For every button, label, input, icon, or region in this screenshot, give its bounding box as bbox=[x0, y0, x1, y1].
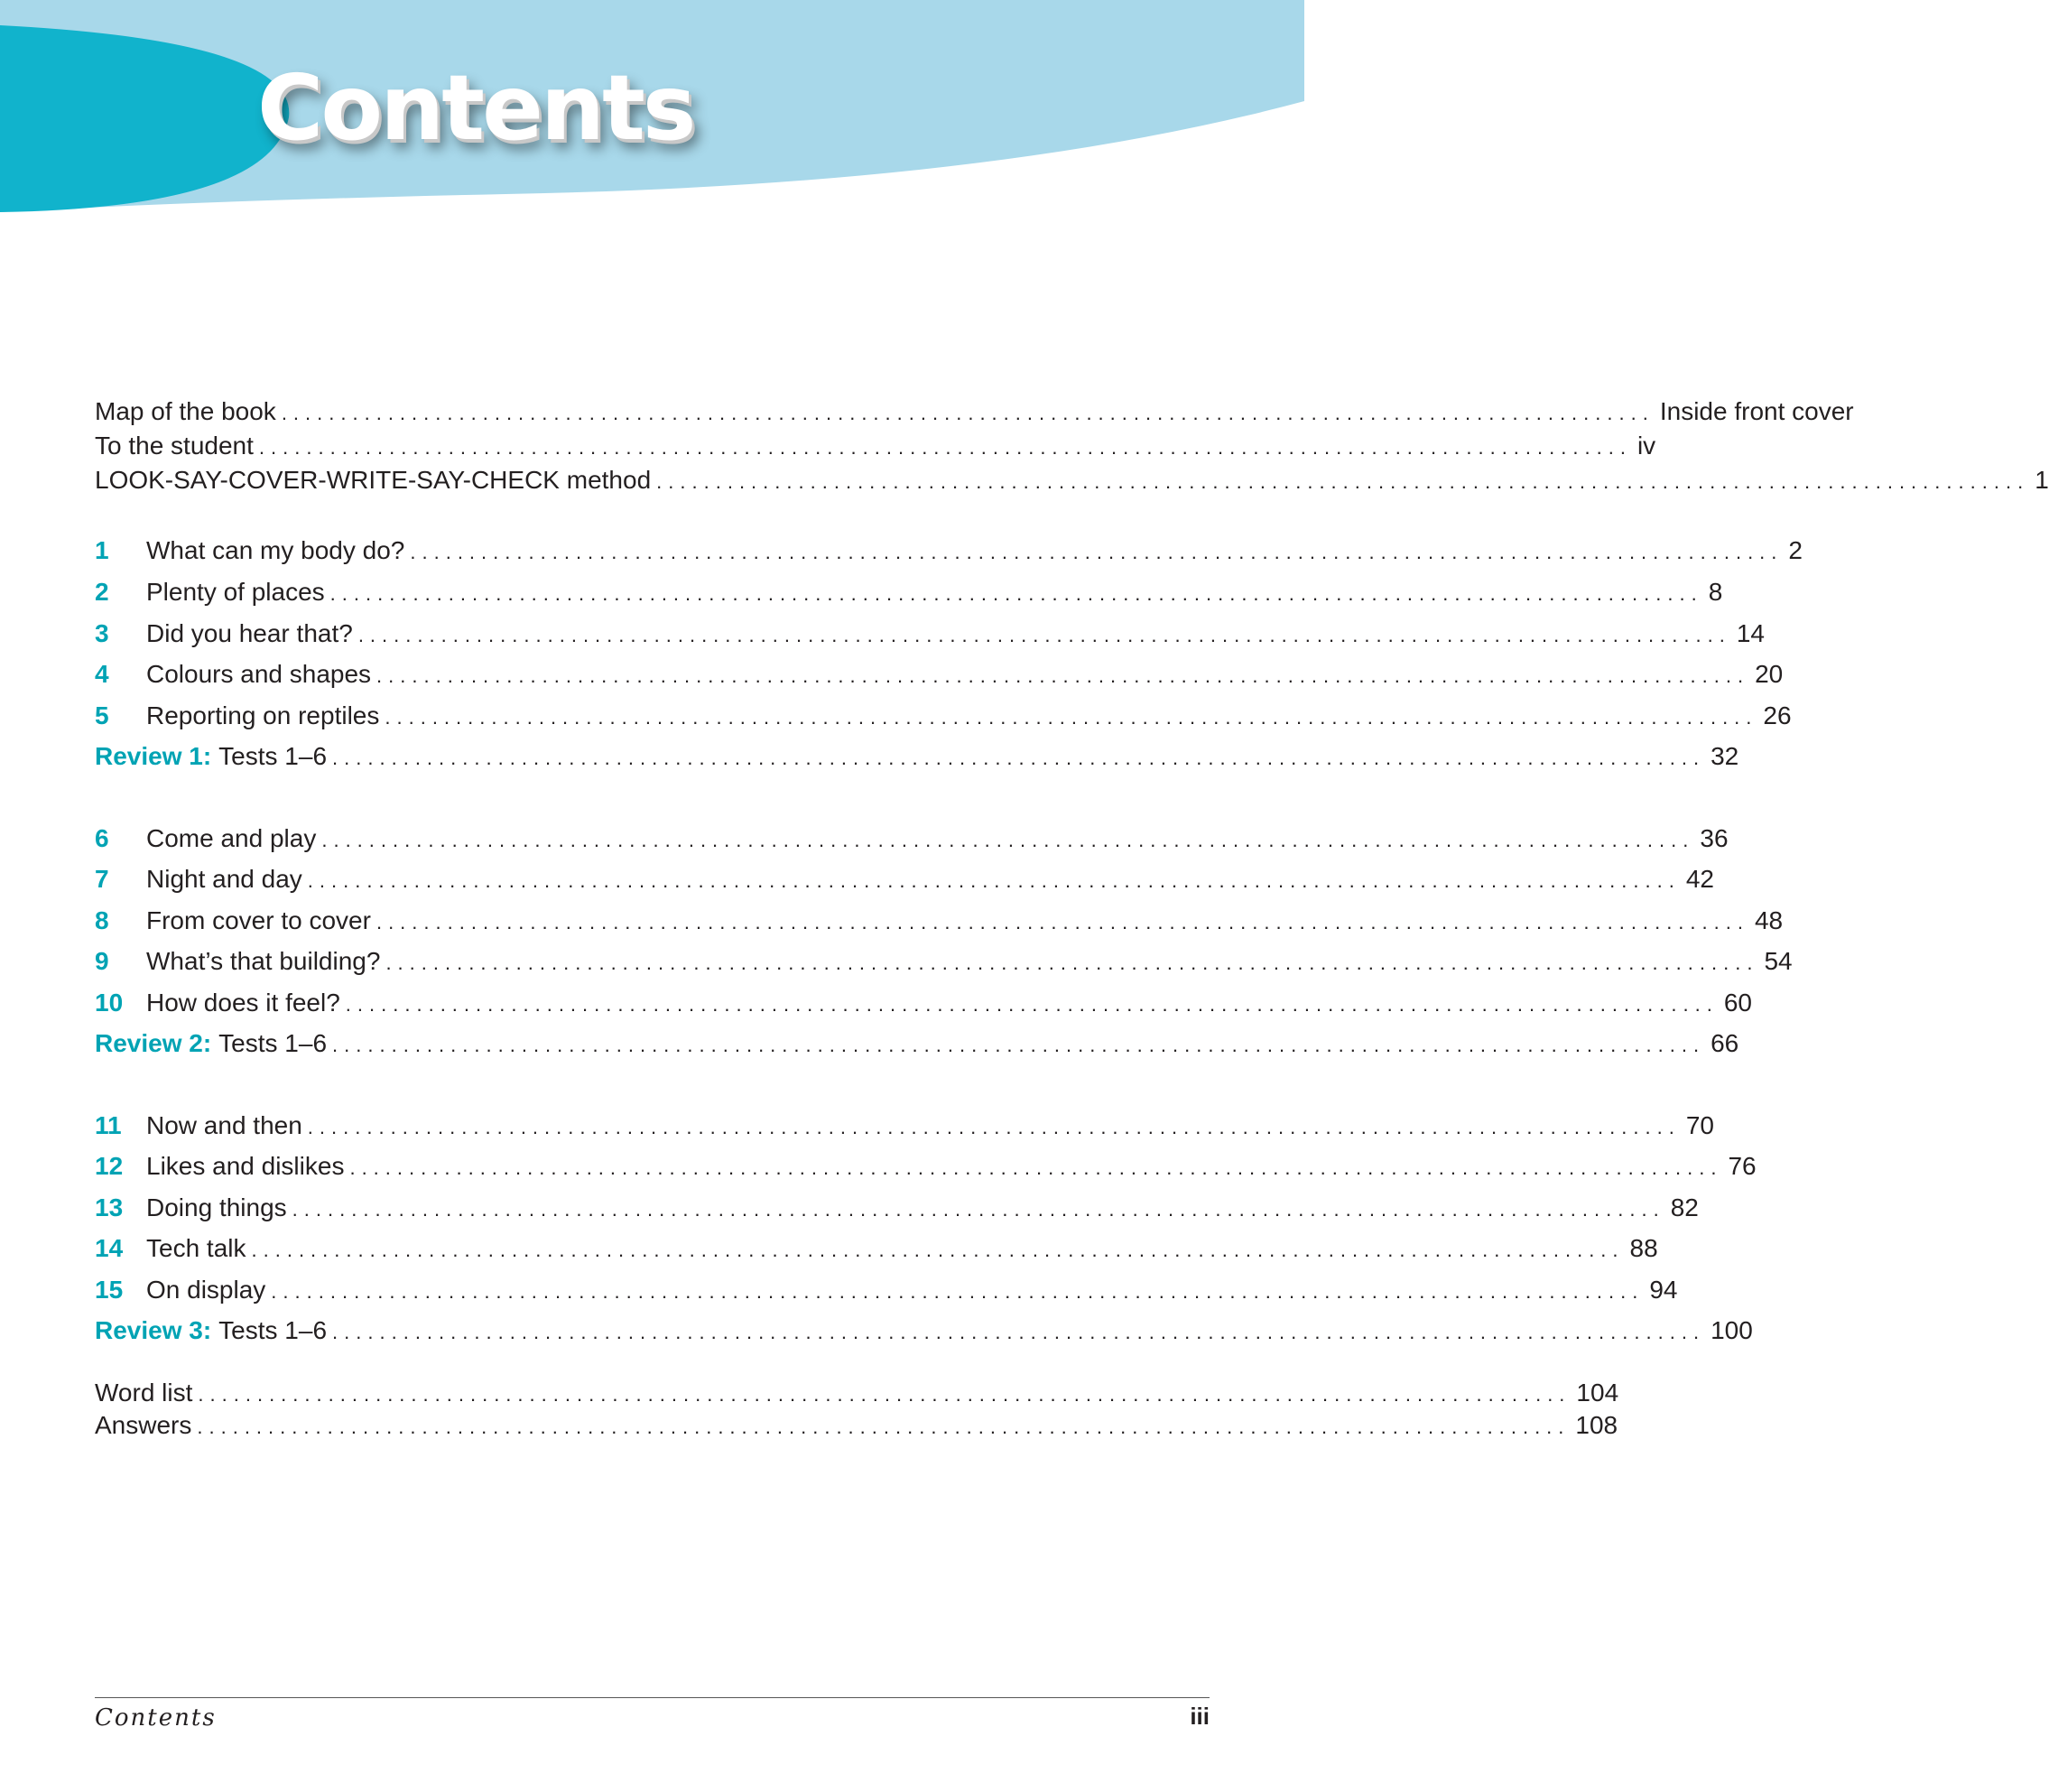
toc-leader-dots: .................................................................................................................... bbox=[307, 869, 1681, 892]
toc-leader-dots: .................................................................................................................... bbox=[345, 993, 1719, 1016]
toc-entry-page: 94 bbox=[1649, 1276, 1678, 1304]
toc-entry-unit-6[interactable] bbox=[95, 821, 1729, 857]
toc-unit-number: 13 bbox=[95, 1193, 124, 1221]
toc-unit-number: 8 bbox=[95, 906, 109, 934]
toc-leader-dots: .................................................................................................................... bbox=[410, 541, 1784, 563]
toc-entry-title: To the student bbox=[95, 432, 254, 460]
toc-entry-page: 88 bbox=[1629, 1234, 1658, 1262]
toc-entry-review-2[interactable] bbox=[95, 1026, 1739, 1062]
toc-entry-page: 100 bbox=[1711, 1316, 1753, 1344]
toc-leader-dots: .................................................................................................................... bbox=[292, 1198, 1665, 1221]
toc-entry-page: Inside front cover bbox=[1659, 397, 1854, 425]
toc-entry-page: 104 bbox=[1576, 1379, 1619, 1407]
toc-entry-title: Likes and dislikes bbox=[146, 1152, 345, 1180]
toc-entry-unit-14[interactable] bbox=[95, 1230, 1658, 1267]
toc-entry-title: How does it feel? bbox=[146, 989, 340, 1017]
toc-entry-unit-11[interactable] bbox=[95, 1108, 1714, 1144]
footer-divider bbox=[95, 1697, 1210, 1698]
toc-entry-page: 2 bbox=[1788, 536, 1803, 564]
toc-entry-page: 60 bbox=[1723, 989, 1752, 1017]
toc-entry-to-the-student[interactable] bbox=[95, 428, 1656, 464]
toc-entry-title: Plenty of places bbox=[146, 578, 325, 606]
toc-entry-title: Doing things bbox=[146, 1193, 287, 1221]
toc-entry-page: 8 bbox=[1708, 578, 1723, 606]
toc-leader-dots: .................................................................................................................... bbox=[656, 470, 2030, 493]
toc-entry-page: 14 bbox=[1736, 619, 1765, 647]
toc-entry-title: Now and then bbox=[146, 1111, 302, 1139]
toc-entry-page: 32 bbox=[1711, 742, 1739, 770]
toc-entry-unit-7[interactable] bbox=[95, 861, 1714, 897]
toc-entry-title: Tests 1–6 bbox=[218, 1029, 328, 1057]
toc-unit-number: 9 bbox=[95, 947, 109, 975]
page-title: Contents bbox=[257, 55, 694, 161]
toc-unit-number: 3 bbox=[95, 619, 109, 647]
toc-entry-unit-8[interactable] bbox=[95, 903, 1784, 939]
toc-unit-number: 1 bbox=[95, 536, 109, 564]
toc-entry-page: 54 bbox=[1764, 947, 1793, 975]
toc-leader-dots: .................................................................................................................... bbox=[375, 911, 1749, 933]
toc-unit-number: 7 bbox=[95, 865, 109, 893]
toc-leader-dots: .................................................................................................................... bbox=[271, 1280, 1645, 1303]
toc-review-label: Review 2: bbox=[95, 1029, 212, 1057]
toc-leader-dots: .................................................................................................................... bbox=[349, 1156, 1723, 1179]
toc-entry-title: On display bbox=[146, 1276, 266, 1304]
toc-leader-dots: .................................................................................................................... bbox=[197, 1416, 1571, 1438]
toc-unit-number: 4 bbox=[95, 660, 109, 688]
toc-unit-number: 5 bbox=[95, 701, 109, 729]
toc-entry-title: LOOK-SAY-COVER-WRITE-SAY-CHECK method bbox=[95, 466, 652, 494]
toc-entry-title: What’s that building? bbox=[146, 947, 381, 975]
toc-entry-page: 108 bbox=[1575, 1411, 1618, 1439]
toc-leader-dots: .................................................................................................................... bbox=[385, 952, 1759, 974]
toc-entry-page: 20 bbox=[1755, 660, 1784, 688]
toc-entry-title: Tests 1–6 bbox=[218, 1316, 328, 1344]
toc-entry-answers[interactable] bbox=[95, 1407, 1618, 1444]
toc-entry-page: 42 bbox=[1685, 865, 1714, 893]
toc-entry-unit-15[interactable] bbox=[95, 1272, 1678, 1308]
toc-leader-dots: .................................................................................................................... bbox=[321, 829, 1695, 851]
toc-entry-unit-12[interactable] bbox=[95, 1148, 1757, 1184]
toc-leader-dots: .................................................................................................................... bbox=[357, 624, 1731, 646]
toc-unit-number: 2 bbox=[95, 578, 109, 606]
toc-leader-dots: .................................................................................................................... bbox=[332, 1034, 1706, 1056]
toc-entry-page: 36 bbox=[1700, 824, 1729, 852]
toc-entry-unit-4[interactable] bbox=[95, 656, 1784, 692]
toc-leader-dots: .................................................................................................................... bbox=[198, 1383, 1572, 1406]
toc-entry-review-3[interactable] bbox=[95, 1313, 1753, 1349]
toc-review-label: Review 1: bbox=[95, 742, 212, 770]
toc-entry-title: What can my body do? bbox=[146, 536, 405, 564]
toc-entry-map[interactable] bbox=[95, 394, 1854, 430]
toc-entry-method[interactable] bbox=[95, 462, 2049, 498]
toc-leader-dots: .................................................................................................................... bbox=[251, 1239, 1625, 1261]
toc-entry-unit-13[interactable] bbox=[95, 1190, 1699, 1226]
toc-entry-unit-1[interactable] bbox=[95, 533, 1803, 569]
footer-section-label: Contents bbox=[95, 1704, 217, 1732]
toc-entry-page: 48 bbox=[1754, 906, 1784, 934]
toc-entry-page: 70 bbox=[1685, 1111, 1714, 1139]
toc-leader-dots: .................................................................................................................... bbox=[376, 664, 1750, 687]
toc-leader-dots: .................................................................................................................... bbox=[281, 402, 1655, 424]
toc-entry-title: Tests 1–6 bbox=[218, 742, 328, 770]
toc-leader-dots: .................................................................................................................... bbox=[307, 1116, 1681, 1138]
toc-entry-title: Night and day bbox=[146, 865, 302, 893]
toc-entry-review-1[interactable] bbox=[95, 738, 1739, 775]
toc-entry-title: Colours and shapes bbox=[146, 660, 372, 688]
toc-entry-title: Answers bbox=[95, 1411, 192, 1439]
toc-entry-title: Tech talk bbox=[146, 1234, 246, 1262]
toc-leader-dots: .................................................................................................................... bbox=[332, 1321, 1706, 1343]
toc-unit-number: 15 bbox=[95, 1276, 124, 1304]
toc-entry-unit-10[interactable] bbox=[95, 985, 1752, 1021]
toc-leader-dots: .................................................................................................................... bbox=[258, 436, 1632, 459]
toc-leader-dots: .................................................................................................................... bbox=[332, 747, 1706, 769]
toc-unit-number: 11 bbox=[95, 1111, 122, 1139]
toc-entry-title: Did you hear that? bbox=[146, 619, 353, 647]
toc-entry-unit-3[interactable] bbox=[95, 616, 1765, 652]
toc-review-label: Review 3: bbox=[95, 1316, 212, 1344]
toc-entry-title: From cover to cover bbox=[146, 906, 371, 934]
toc-unit-number: 10 bbox=[95, 989, 124, 1017]
footer-page-number: iii bbox=[1190, 1703, 1210, 1730]
toc-unit-number: 14 bbox=[95, 1234, 124, 1262]
toc-entry-title: Reporting on reptiles bbox=[146, 701, 380, 729]
toc-entry-page: 66 bbox=[1711, 1029, 1739, 1057]
toc-unit-number: 12 bbox=[95, 1152, 124, 1180]
toc-entry-unit-5[interactable] bbox=[95, 698, 1792, 734]
toc-entry-unit-2[interactable] bbox=[95, 574, 1723, 610]
toc-entry-title: Word list bbox=[95, 1379, 193, 1407]
toc-entry-page: iv bbox=[1636, 432, 1656, 460]
toc-entry-page: 26 bbox=[1763, 701, 1792, 729]
toc-leader-dots: .................................................................................................................... bbox=[329, 582, 1703, 605]
toc-unit-number: 6 bbox=[95, 824, 109, 852]
toc-entry-page: 1 bbox=[2035, 466, 2049, 494]
toc-entry-unit-9[interactable] bbox=[95, 943, 1793, 980]
toc-entry-page: 82 bbox=[1670, 1193, 1699, 1221]
toc-entry-page: 76 bbox=[1728, 1152, 1757, 1180]
toc-entry-word-list[interactable] bbox=[95, 1375, 1619, 1411]
toc-leader-dots: .................................................................................................................... bbox=[385, 706, 1758, 729]
toc-entry-title: Map of the book bbox=[95, 397, 276, 425]
toc-entry-title: Come and play bbox=[146, 824, 317, 852]
